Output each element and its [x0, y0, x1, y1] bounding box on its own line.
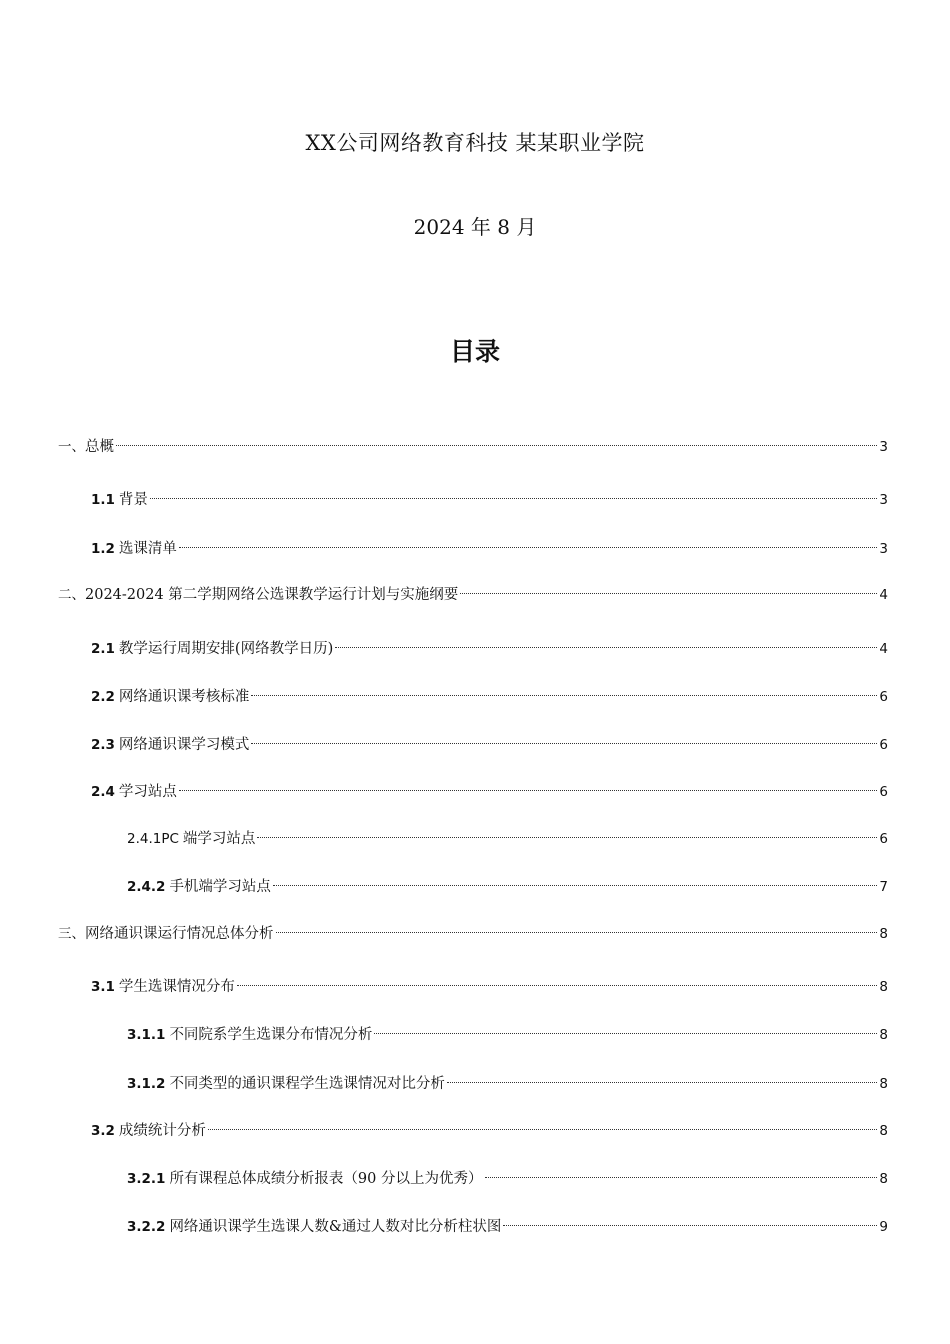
toc-entry-label [91, 538, 177, 560]
toc-entry-text: 2024-2024 第二学期网络公选课教学运行计划与实施纲要 [85, 587, 459, 603]
toc-dot-leader [116, 429, 877, 451]
toc-entry-text: 网络通识课学习模式 [118, 737, 250, 753]
toc-entry-label [127, 828, 255, 850]
toc-dot-leader [150, 482, 877, 504]
toc-entry-text: 学生选课情况分布 [118, 979, 235, 995]
toc-entry-page: 8 [879, 1123, 888, 1139]
toc-dot-leader [485, 1161, 878, 1183]
toc-entry-text: 不同院系学生选课分布情况分析 [169, 1027, 373, 1043]
toc-dot-leader [179, 531, 877, 553]
toc-entry[interactable] [127, 1161, 888, 1187]
toc-entry-text: 选课清单 [118, 541, 177, 557]
toc-entry-number: 三、 [58, 926, 85, 942]
toc-entry[interactable] [91, 774, 888, 800]
toc-entry[interactable] [127, 869, 888, 895]
toc-entry[interactable] [91, 531, 888, 557]
date-line: 2024 年 8 月 [413, 215, 537, 239]
toc-entry-label [91, 638, 333, 660]
toc-dot-leader [251, 727, 877, 749]
toc-entry-number: 3.2.2 [127, 1219, 166, 1235]
toc-entry[interactable] [127, 1066, 888, 1092]
toc-entry-label [91, 976, 235, 998]
toc-entry-number: 二、 [58, 587, 85, 603]
toc-entry[interactable] [58, 916, 888, 942]
toc-dot-leader [447, 1066, 877, 1088]
toc-entry-text: 网络通识课考核标准 [118, 689, 250, 705]
toc-entry-text: 不同类型的通识课程学生选课情况对比分析 [169, 1076, 445, 1092]
toc-entry[interactable] [91, 1113, 888, 1139]
toc-entry-number: 3.2.1 [127, 1171, 166, 1187]
toc-entry-text: 手机端学习站点 [169, 879, 271, 895]
toc-entry[interactable] [127, 1209, 888, 1235]
toc-dot-leader [273, 869, 877, 891]
toc-entry-label [127, 1216, 501, 1238]
toc-entry[interactable] [91, 727, 888, 753]
toc-entry-number: 2.2 [91, 689, 115, 705]
toc-entry-number: 3.1.1 [127, 1027, 166, 1043]
toc-entry-label [91, 1120, 206, 1142]
toc-dot-leader [257, 821, 877, 843]
toc-entry-text: 端学习站点 [182, 831, 256, 847]
toc-entry-label [127, 1168, 483, 1190]
toc-entry-number: 1.2 [91, 541, 115, 557]
toc-entry[interactable] [91, 679, 888, 705]
toc-dot-leader [503, 1209, 877, 1231]
toc-entry-page: 3 [879, 541, 888, 557]
toc-entry-label [127, 1024, 372, 1046]
toc-entry-number: 2.3 [91, 737, 115, 753]
toc-dot-leader [335, 631, 877, 653]
toc-entry-page: 6 [879, 831, 888, 847]
toc-entry[interactable] [58, 429, 888, 455]
toc-entry-page: 8 [879, 926, 888, 942]
toc-entry-label [91, 734, 249, 756]
toc-entry-text: 所有课程总体成绩分析报表（90 分以上为优秀） [169, 1171, 483, 1187]
toc-dot-leader [374, 1017, 877, 1039]
toc-dot-leader [251, 679, 877, 701]
toc-entry-text: 网络通识课学生选课人数&通过人数对比分析柱状图 [169, 1219, 502, 1235]
toc-entry-page: 8 [879, 1076, 888, 1092]
toc-entry-number: 一、 [58, 439, 85, 455]
toc-entry-page: 8 [879, 1171, 888, 1187]
toc-entry-page: 3 [879, 492, 888, 508]
toc-entry-page: 4 [879, 641, 888, 657]
toc-entry-page: 4 [879, 587, 888, 603]
toc-entry-number: 3.1 [91, 979, 115, 995]
toc-entry-text: 学习站点 [118, 784, 177, 800]
toc-entry-label [58, 436, 114, 458]
toc-entry-label [127, 876, 271, 898]
toc-entry-text: 背景 [118, 492, 148, 508]
toc-entry-page: 6 [879, 784, 888, 800]
toc-entry-number: 2.4.1PC [127, 831, 179, 847]
toc-dot-leader [208, 1113, 877, 1135]
toc-dot-leader [276, 916, 878, 938]
toc-entry-label [127, 1073, 445, 1095]
toc-entry[interactable] [91, 631, 888, 657]
toc-entry-label [58, 923, 274, 945]
toc-entry-text: 成绩统计分析 [118, 1123, 206, 1139]
toc-title: 目录 [449, 337, 500, 366]
toc-entry[interactable] [58, 577, 888, 603]
toc-entry-number: 1.1 [91, 492, 115, 508]
toc-entry-number: 3.2 [91, 1123, 115, 1139]
toc-dot-leader [460, 577, 877, 599]
toc-entry[interactable] [127, 821, 888, 847]
toc-entry-page: 7 [879, 879, 888, 895]
toc-entry-text: 教学运行周期安排(网络教学日历) [118, 641, 334, 657]
toc-dot-leader [179, 774, 877, 796]
org-line: XX公司网络教育科技 某某职业学院 [305, 131, 645, 155]
toc-entry-page: 6 [879, 689, 888, 705]
toc-entry[interactable] [91, 969, 888, 995]
toc-entry-label [91, 686, 249, 708]
toc-entry-number: 2.4.2 [127, 879, 166, 895]
toc-entry-number: 3.1.2 [127, 1076, 166, 1092]
toc-entry[interactable] [91, 482, 888, 508]
toc-entry-label [58, 584, 458, 606]
toc-dot-leader [237, 969, 877, 991]
toc-entry-number: 2.4 [91, 784, 115, 800]
toc-entry-label [91, 489, 148, 511]
toc-entry-number: 2.1 [91, 641, 115, 657]
toc-entry-text: 总概 [85, 439, 114, 455]
toc-entry-text: 网络通识课运行情况总体分析 [85, 926, 274, 942]
toc-entry-label [91, 781, 177, 803]
toc-entry[interactable] [127, 1017, 888, 1043]
toc-entry-page: 8 [879, 1027, 888, 1043]
toc-entry-page: 6 [879, 737, 888, 753]
toc-entry-page: 8 [879, 979, 888, 995]
toc-entry-page: 3 [879, 439, 888, 455]
toc-entry-page: 9 [879, 1219, 888, 1235]
